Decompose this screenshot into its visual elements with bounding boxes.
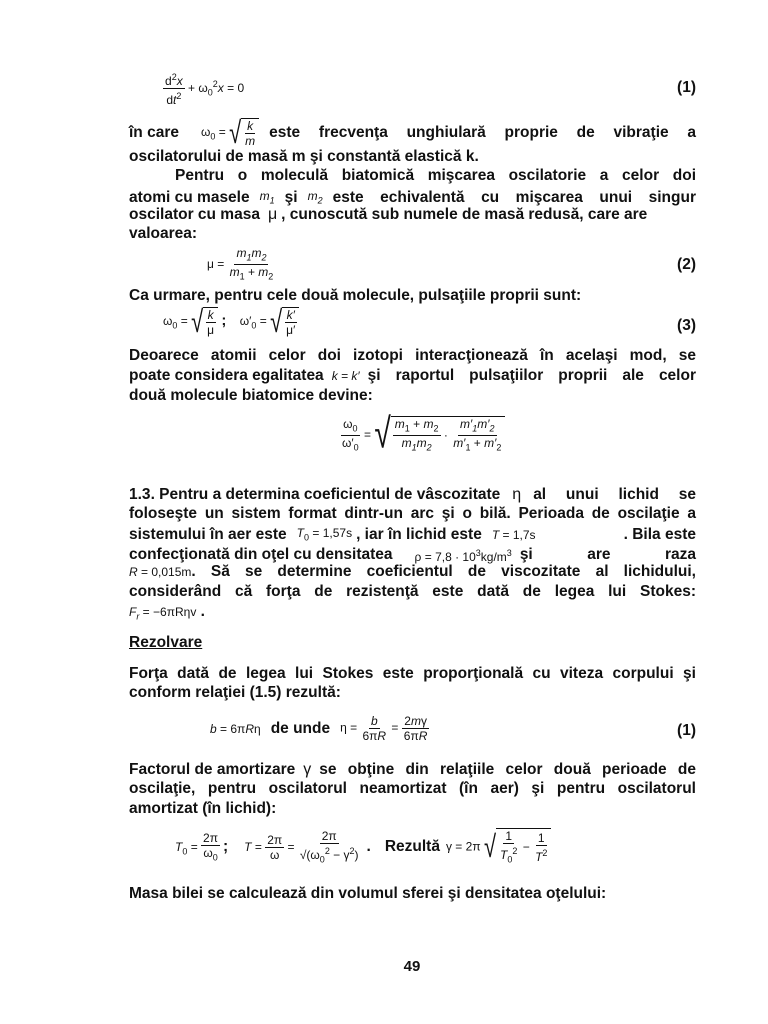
text-line: considerând că forţa de rezistenţă este dată de legea lui Stokes:	[129, 583, 696, 600]
text-line: poate considera egalitatea k = k′ şi raportul pulsaţiilor proprii ale celor	[129, 367, 696, 384]
period-equations: $T_0$ = $\frac{2\pi}{\omega_0}$ ; T = $\frac{2\pi}{\omega}$ = $\frac{2\pi}{√(\omega_0^2 - \gamma^2)}$ . Rezultă γ = 2π √ $\frac{1}{T_0^2}$ − $\frac{1}{T^2}$	[175, 828, 551, 866]
text-line: oscilator cu masa μ , cunoscută sub numele de masă redusă, care are	[129, 206, 648, 223]
equation-2-number: (2)	[677, 256, 696, 273]
solution-heading: Rezolvare	[129, 634, 203, 651]
text-line: foloseşte un sistem format dintr-un arc şi o bilă. Perioada de oscilaţie a	[129, 505, 696, 522]
equation-3: $\omega_0$ = √ $\frac{k}{\mu}$ ; $\omega'_0$ = √ $\frac{k'}{\mu'}$	[163, 307, 299, 337]
text-line: valoarea:	[129, 225, 198, 242]
text-line: Pentru o moleculă biatomică mişcarea oscilatorie a celor doi	[175, 167, 696, 184]
text-line: sistemului în aer este $T_0 = 1,57s$ , iar în lichid este T = 1,7s . Bila este	[129, 526, 696, 544]
solution-equation-1-number: (1)	[677, 722, 696, 739]
equation-2: μ = $\frac{m_1m_2}{m_1 + m_2}$	[207, 246, 274, 282]
text-line: Factorul de amortizare γ se obţine din relaţiile celor două perioade de	[129, 761, 696, 778]
page-number: 49	[403, 958, 421, 975]
equation-1: $\frac{d^2x}{dt^2}$ + $\omega_0^2x = 0$	[165, 72, 245, 107]
solution-equation-1: b = 6πRη de unde η = $\frac{b}{6\pi R}$ = $\frac{2m\gamma}{6\pi R}$	[210, 714, 428, 743]
text-line: oscilatorului de masă m şi constantă elastică k.	[129, 148, 479, 165]
omega0-definition: $\omega_0$ = √ $\frac{k}{m}$	[201, 118, 259, 148]
stokes-formula: $F_r = -6\pi R\eta v$ .	[129, 603, 205, 622]
text-line: Deoarece atomii celor doi izotopi interacţionează în acelaşi mod, se	[129, 347, 696, 364]
text-line: oscilaţie, pentru oscilatorul neamortizat (în aer) şi pentru oscilatorul	[129, 780, 696, 797]
text-line: amortizat (în lichid):	[129, 800, 277, 817]
text-line: Masa bilei se calculează din volumul sferei şi densitatea oţelului:	[129, 885, 607, 902]
text-line: Forţa dată de legea lui Stokes este proporţională cu viteza corpului şi	[129, 665, 696, 682]
text-line: două molecule biatomice devine:	[129, 387, 373, 404]
equation-1-number: (1)	[677, 79, 696, 96]
text-line: Ca urmare, pentru cele două molecule, pulsaţiile proprii sunt:	[129, 287, 582, 304]
text-line: atomi cu masele $m_1$ şi $m_2$ este echivalentă cu mişcarea unui singur	[129, 189, 696, 207]
equation-3-number: (3)	[677, 317, 696, 334]
text-line: conform relaţiei (1.5) rezultă:	[129, 684, 341, 701]
text-line: confecţionată din oţel cu densitatea $\rho = 7,8 \cdot 10^3kg/m^3$ şi are raza	[129, 546, 696, 564]
problem-label: 1.3	[129, 486, 151, 503]
text-line: 1.3 . Pentru a determina coeficientul de vâscozitate η al unui lichid se	[129, 486, 696, 503]
text-line: R = 0,015m . Să se determine coeficientul de viscozitate al lichidului,	[129, 563, 696, 580]
text-line: în care $\omega_0$ = √ $\frac{k}{m}$ este frecvenţa unghiulară proprie de vibraţie a	[129, 114, 696, 150]
equation-ratio: $\frac{\omega_0}{\omega'_0}$ = √ $\frac{m_1 + m_2}{m_1m_2}$ · $\frac{m'_1m'_2}{m'_1 + m'_2}$	[340, 416, 505, 455]
